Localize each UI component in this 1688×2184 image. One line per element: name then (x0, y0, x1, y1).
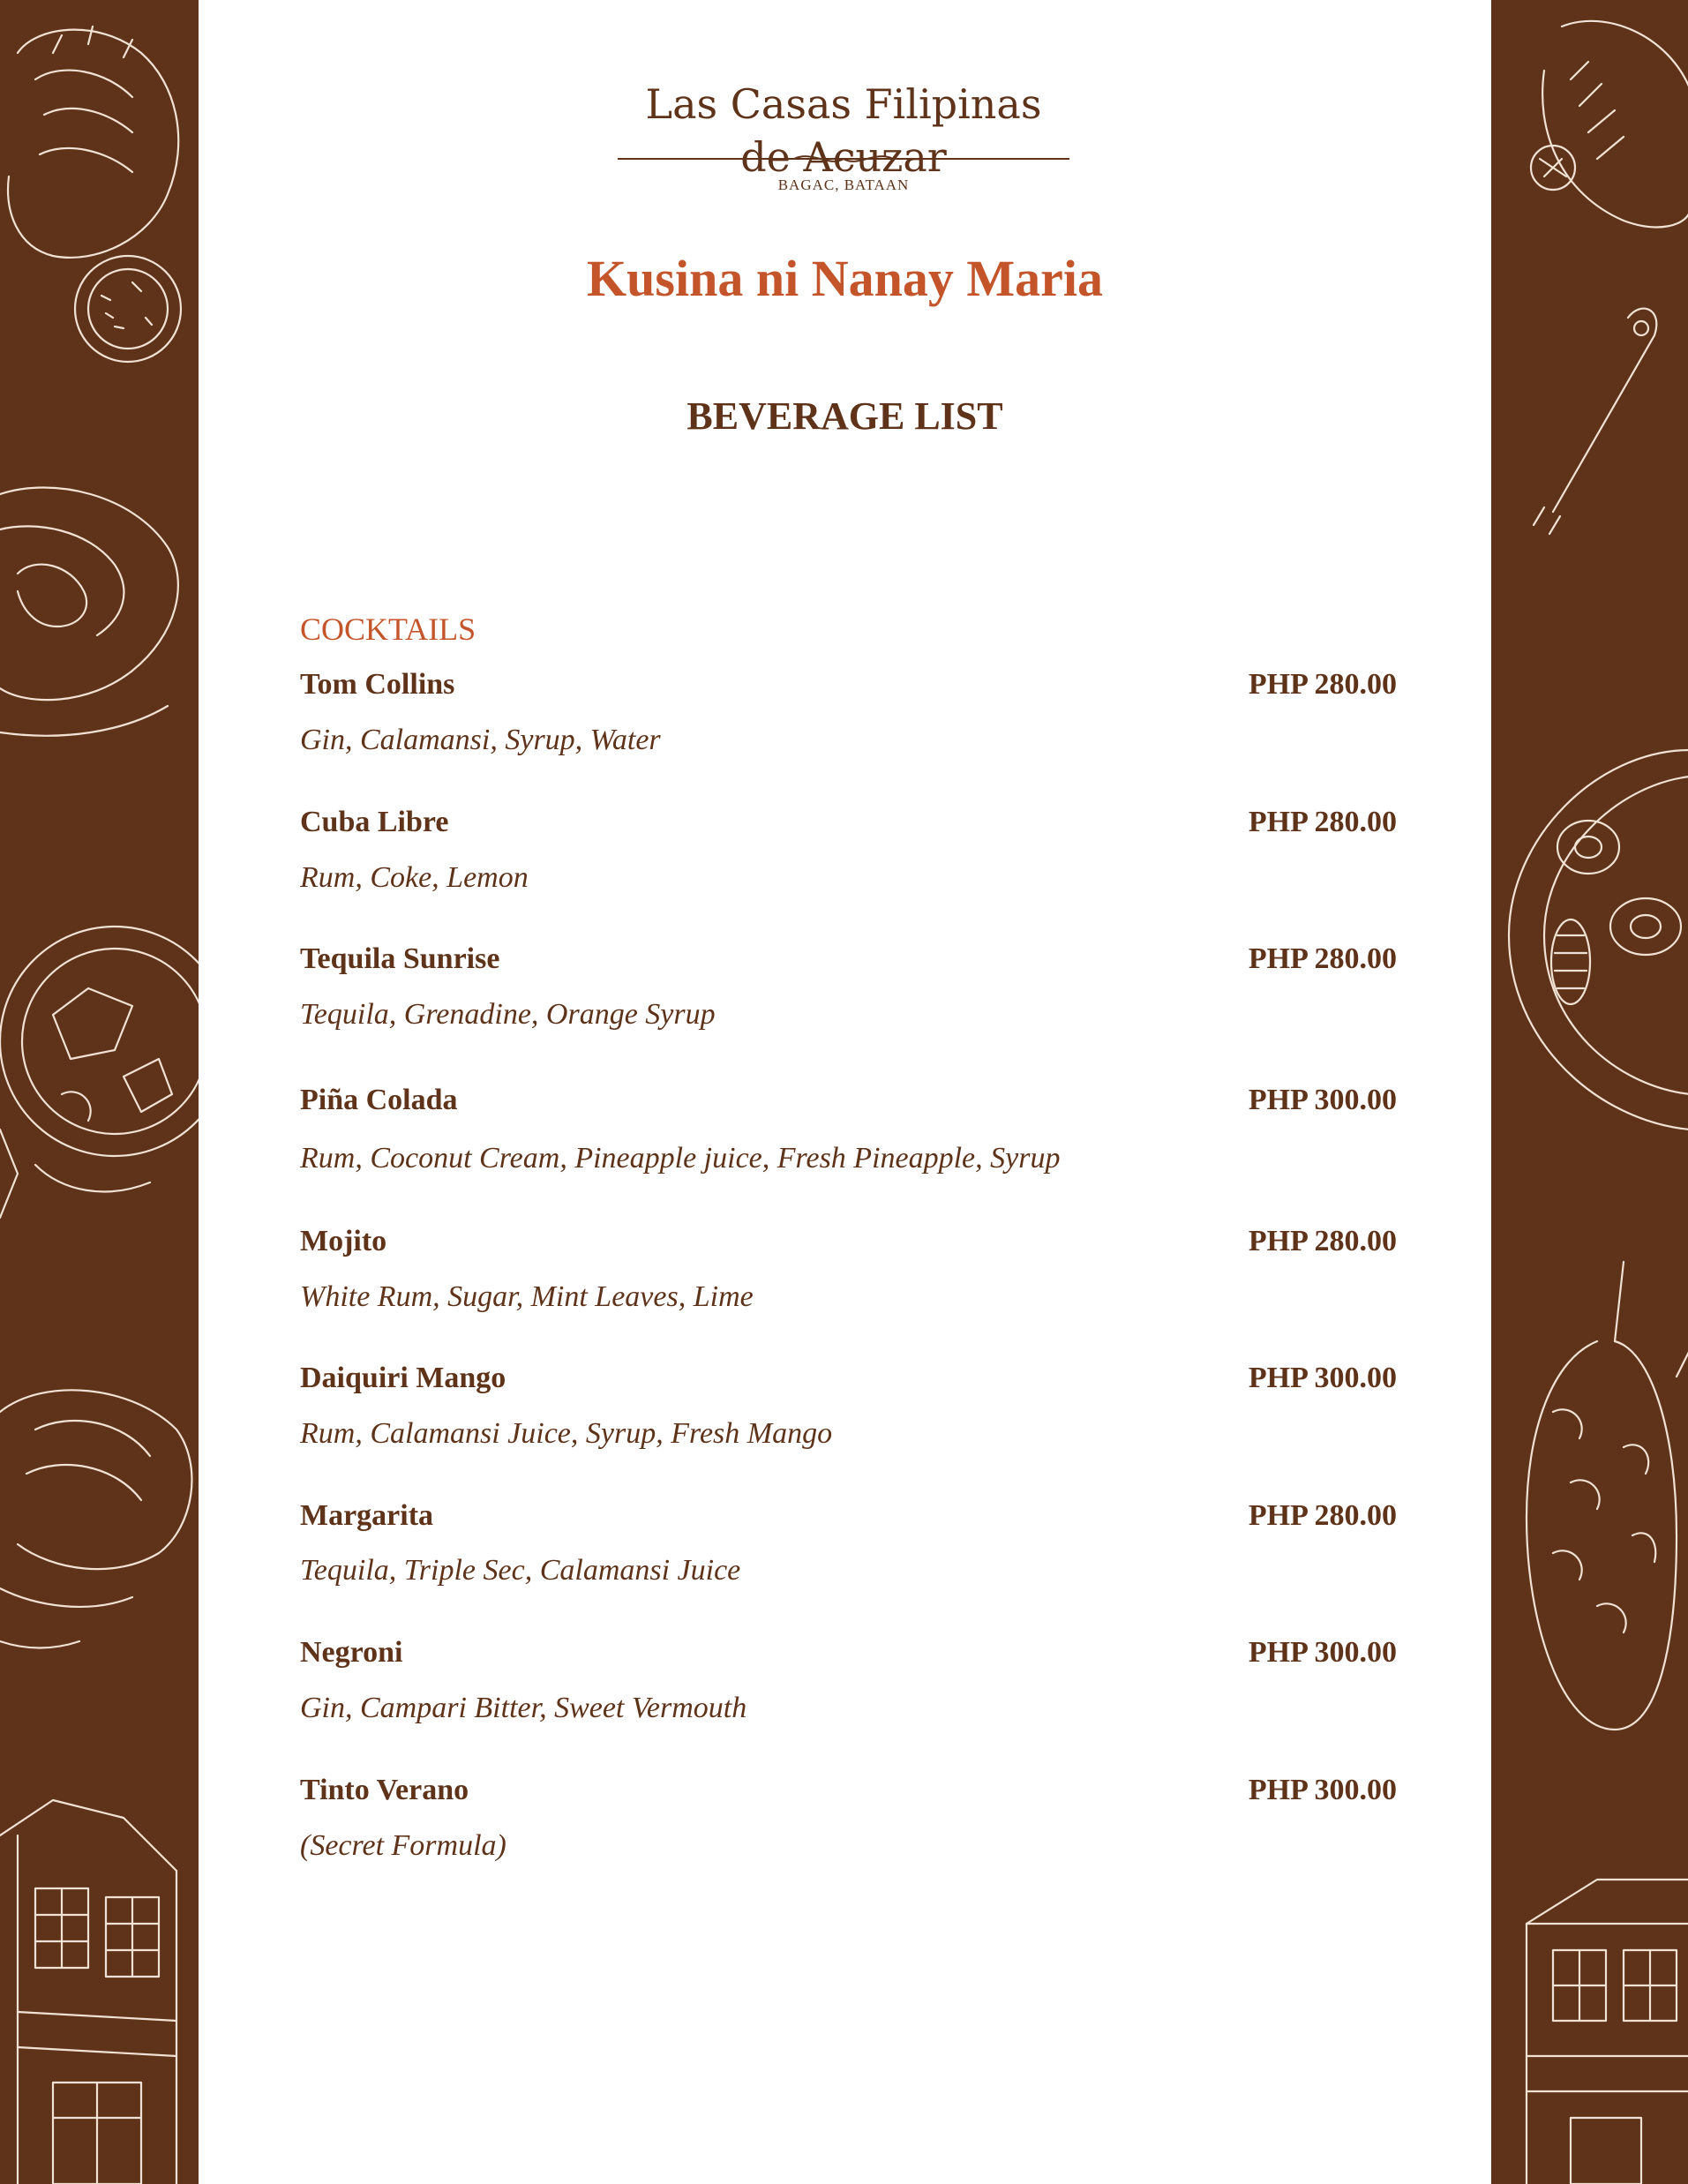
logo-location: BAGAC, BATAAN (777, 176, 910, 193)
food-sketch-illustration (1491, 0, 1688, 2184)
menu-item-name: Margarita (300, 1499, 434, 1532)
menu-item-price: PHP 300.00 (1248, 1084, 1397, 1116)
menu-item-name: Tom Collins (300, 668, 455, 701)
menu-item-description: Rum, Coke, Lemon (300, 861, 529, 894)
menu-item-price: PHP 280.00 (1248, 1225, 1397, 1257)
hotel-logo (618, 78, 1069, 193)
menu-item-price: PHP 280.00 (1248, 806, 1397, 838)
food-sketch-illustration (0, 0, 199, 2184)
menu-item-price: PHP 280.00 (1248, 1499, 1397, 1532)
menu-item-description: Rum, Calamansi Juice, Syrup, Fresh Mango (300, 1417, 833, 1450)
menu-item-name: Cuba Libre (300, 806, 449, 838)
menu-item-name: Mojito (300, 1225, 387, 1257)
menu-item-description: Rum, Coconut Cream, Pineapple juice, Fresh Pineapple, Syrup (300, 1142, 1061, 1175)
menu-item-description: Tequila, Triple Sec, Calamansi Juice (300, 1554, 741, 1587)
left-decorative-border (0, 0, 199, 2184)
menu-item-name: Negroni (300, 1636, 403, 1669)
menu-item-description: (Secret Formula) (300, 1829, 506, 1862)
right-decorative-border (1491, 0, 1688, 2184)
menu-item-name: Daiquiri Mango (300, 1362, 506, 1394)
menu-item-description: White Rum, Sugar, Mint Leaves, Lime (300, 1280, 754, 1313)
page-title: BEVERAGE LIST (686, 394, 1003, 438)
menu-item-name: Tequila Sunrise (300, 942, 500, 975)
menu-item-name: Piña Colada (300, 1084, 458, 1116)
section-title-cocktails: COCKTAILS (300, 612, 476, 647)
menu-item-price: PHP 280.00 (1248, 668, 1397, 701)
logo-name: Las Casas Filipinas de Acuzar (645, 80, 1042, 181)
menu-item-price: PHP 280.00 (1248, 942, 1397, 975)
menu-item-price: PHP 300.00 (1248, 1774, 1397, 1806)
menu-item-description: Gin, Campari Bitter, Sweet Vermouth (300, 1692, 747, 1724)
menu-item-price: PHP 300.00 (1248, 1636, 1397, 1669)
menu-item-price: PHP 300.00 (1248, 1362, 1397, 1394)
menu-item-description: Gin, Calamansi, Syrup, Water (300, 724, 661, 756)
menu-item-name: Tinto Verano (300, 1774, 469, 1806)
restaurant-name: Kusina ni Nanay Maria (587, 250, 1103, 307)
menu-item-description: Tequila, Grenadine, Orange Syrup (300, 998, 716, 1031)
